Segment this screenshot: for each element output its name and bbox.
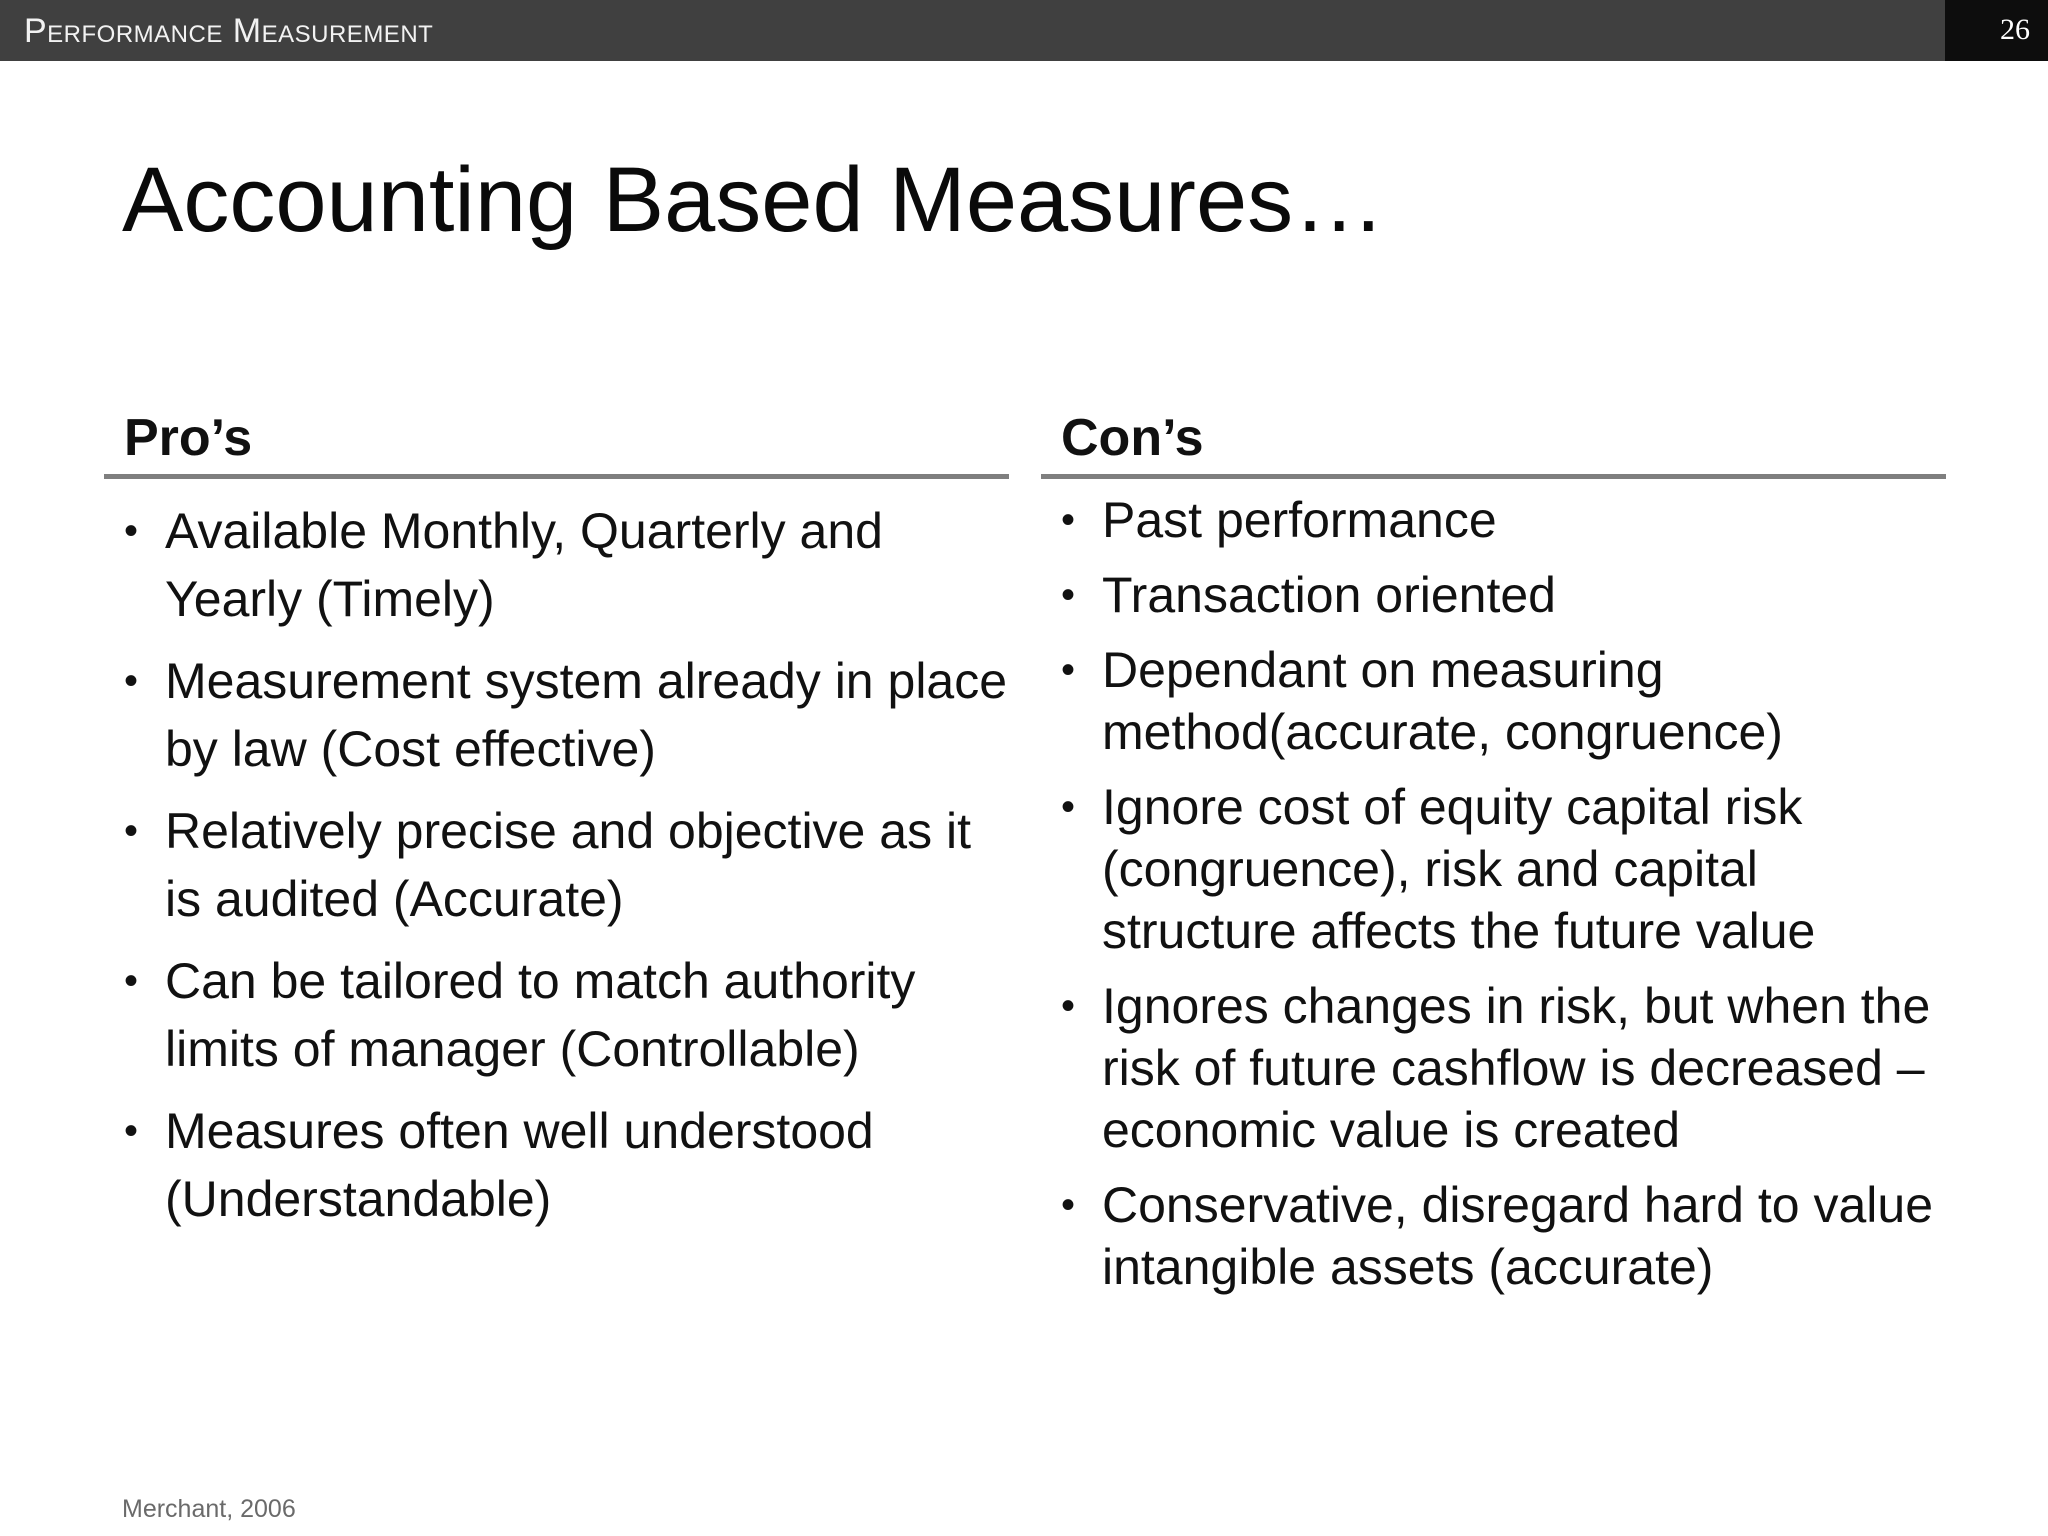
cons-item-text: Dependant on measuring method(accurate, congruence)	[1102, 642, 1783, 760]
pros-item-text: Relatively precise and objective as it is audited (Accurate)	[165, 803, 971, 927]
list-item	[104, 797, 1009, 933]
bullet-icon: •	[1061, 573, 1076, 617]
bullet-icon: •	[1061, 498, 1076, 542]
bullet-icon: •	[124, 1109, 139, 1153]
header-bar	[0, 0, 1945, 61]
footer-citation: Merchant, 2006	[122, 1495, 296, 1523]
list-item	[1041, 776, 1946, 962]
cons-item-text: Transaction oriented	[1102, 567, 1556, 623]
bullet-icon: •	[1061, 984, 1076, 1028]
pros-item-text: Measures often well understood (Understandable)	[165, 1103, 874, 1227]
list-item	[1041, 1174, 1946, 1298]
cons-list	[1041, 489, 1946, 1298]
pros-divider	[104, 474, 1009, 479]
cons-column	[1041, 400, 1946, 1311]
bullet-icon: •	[1061, 648, 1076, 692]
bullet-icon: •	[124, 659, 139, 703]
cons-item-text: Conservative, disregard hard to value intangible assets (accurate)	[1102, 1177, 1934, 1295]
list-item	[104, 947, 1009, 1083]
list-item	[1041, 975, 1946, 1161]
list-item	[104, 1097, 1009, 1233]
slide-number: 26	[2000, 13, 2030, 46]
list-item	[1041, 564, 1946, 626]
bullet-icon: •	[1061, 1183, 1076, 1227]
section-title: Performance Measurement	[24, 12, 434, 50]
bullet-icon: •	[124, 509, 139, 553]
pros-column	[104, 400, 1009, 1247]
cons-item-text: Ignores changes in risk, but when the risk of future cashflow is decreased – economic value is created	[1102, 978, 1931, 1158]
bullet-icon: •	[124, 959, 139, 1003]
pros-heading: Pro’s	[124, 409, 253, 467]
slide-title: Accounting Based Measures…	[122, 149, 1386, 251]
list-item	[104, 497, 1009, 633]
bullet-icon: •	[1061, 785, 1076, 829]
bullet-icon: •	[124, 809, 139, 853]
pros-item-text: Available Monthly, Quarterly and Yearly (Timely)	[165, 503, 883, 627]
slide-number-box	[1945, 0, 2048, 61]
list-item	[104, 647, 1009, 783]
cons-heading: Con’s	[1061, 409, 1204, 467]
list-item	[1041, 639, 1946, 763]
cons-item-text: Ignore cost of equity capital risk (congruence), risk and capital structure affects the future value	[1102, 779, 1816, 959]
pros-list	[104, 497, 1009, 1233]
pros-item-text: Measurement system already in place by law (Cost effective)	[165, 653, 1008, 777]
cons-item-text: Past performance	[1102, 492, 1497, 548]
cons-divider	[1041, 474, 1946, 479]
pros-item-text: Can be tailored to match authority limits of manager (Controllable)	[165, 953, 916, 1077]
list-item	[1041, 489, 1946, 551]
